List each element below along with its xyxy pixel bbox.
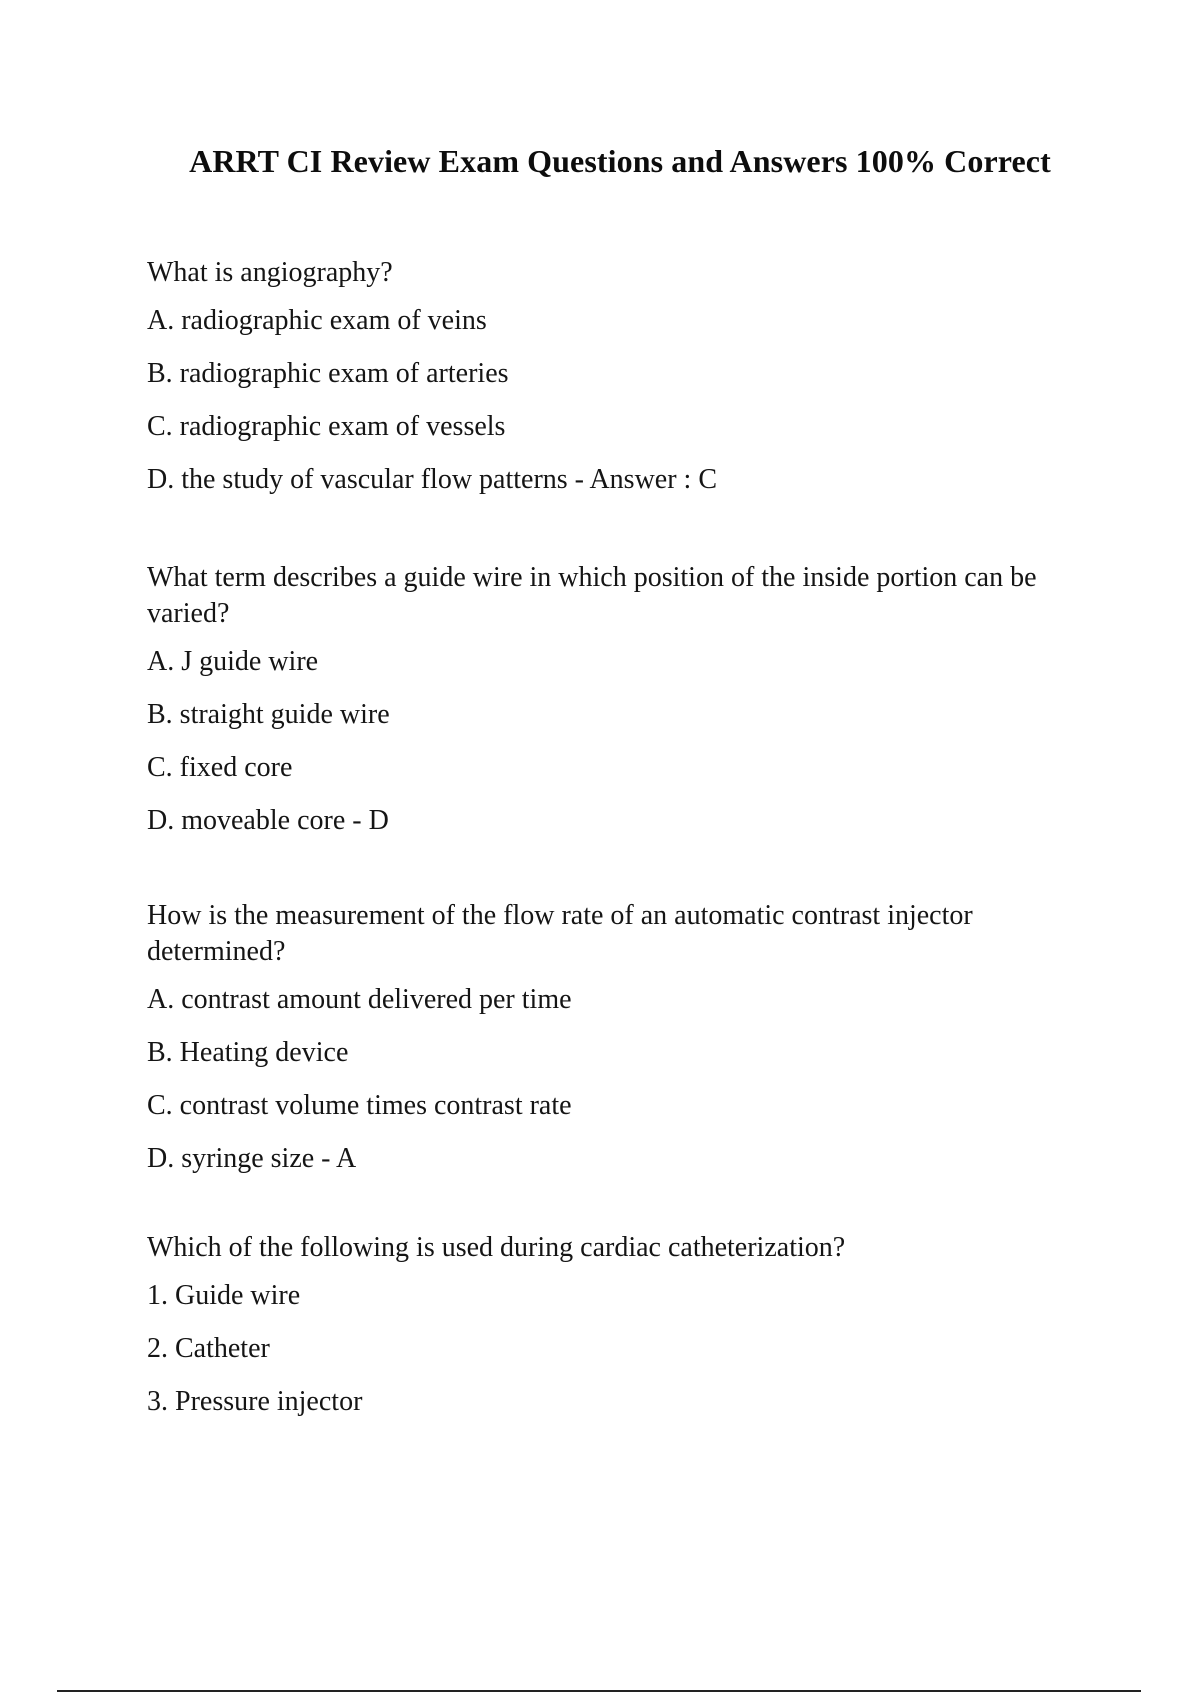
answer-option: A. contrast amount delivered per time (147, 984, 572, 1015)
question-text: What is angiography? (147, 257, 393, 288)
document-title: ARRT CI Review Exam Questions and Answers 100% Correct (189, 143, 1051, 179)
answer-option: B. radiographic exam of arteries (147, 358, 509, 389)
answer-option: D. syringe size - A (147, 1143, 357, 1174)
answer-option: C. radiographic exam of vessels (147, 411, 506, 442)
answer-option: A. J guide wire (147, 646, 319, 677)
question-text: Which of the following is used during cardiac catheterization? (147, 1232, 846, 1263)
answer-option: D. moveable core - D (147, 805, 389, 836)
answer-option: B. Heating device (147, 1037, 349, 1068)
question-block-4 (147, 1230, 1067, 1437)
question-text: How is the measurement of the flow rate of an automatic contrast injector determined? (147, 900, 973, 967)
answer-option: 1. Guide wire (147, 1280, 301, 1311)
answer-option: C. contrast volume times contrast rate (147, 1090, 572, 1121)
answer-option: B. straight guide wire (147, 699, 390, 730)
answer-option: A. radiographic exam of veins (147, 305, 487, 336)
footer-divider (57, 1690, 1141, 1692)
answer-option: D. the study of vascular flow patterns - Answer : C (147, 464, 717, 495)
answer-option: C. fixed core (147, 752, 293, 783)
question-block-3 (147, 898, 1067, 1194)
question-text: What term describes a guide wire in which position of the inside portion can be varied? (147, 562, 1037, 629)
question-block-1 (147, 255, 717, 515)
question-block-2 (147, 560, 1067, 856)
answer-option: 3. Pressure injector (147, 1386, 363, 1417)
answer-option: 2. Catheter (147, 1333, 270, 1364)
